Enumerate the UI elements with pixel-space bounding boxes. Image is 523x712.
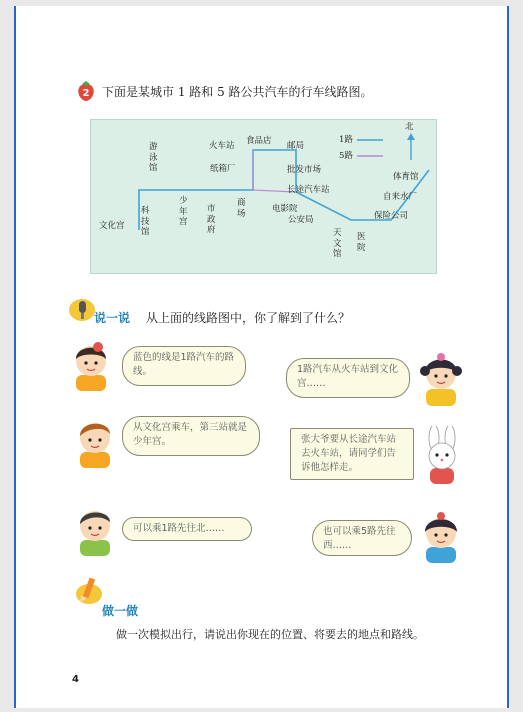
speech-bubble-4: 张大爷要从长途汽车站去火车站，请同学们告诉他怎样走。 (290, 428, 414, 480)
speech-bubble-1: 蓝色的线是1路汽车的路线。 (122, 346, 246, 386)
microphone-icon (68, 296, 96, 322)
say-section-prompt: 从上面的线路图中，你了解到了什么？ (146, 311, 351, 325)
stop-shipindian: 食品店 (246, 136, 272, 146)
stop-yiyuan: 医院 (357, 232, 366, 253)
speech-bubble-5: 可以乘1路先往北…… (122, 517, 252, 541)
do-section-tag: 做一做 (102, 604, 139, 618)
stop-youju: 邮局 (287, 141, 305, 151)
stop-changtuqichezhan: 长途汽车站 (287, 185, 330, 195)
strawberry-number-icon (76, 80, 96, 102)
legend-route-5-label: 5路 (339, 151, 353, 161)
stop-dianyingyuan: 电影院 (272, 204, 298, 214)
stop-huochezhan: 火车站 (209, 141, 235, 151)
girl-avatar-3 (418, 511, 464, 563)
speech-bubble-3: 从文化宫乘车，第三站就是少年宫。 (122, 416, 260, 456)
stop-youyongguan: 游泳馆 (149, 142, 158, 173)
textbook-page (14, 6, 509, 708)
stop-shaoniangong: 少年宫 (179, 196, 188, 227)
girl-avatar-1 (68, 339, 114, 391)
speech-bubble-2: 1路汽车从火车站到文化宫…… (286, 358, 410, 398)
stop-shizhengfu: 市政府 (207, 204, 216, 235)
rabbit-avatar (418, 426, 466, 484)
page-number: 4 (72, 674, 79, 685)
stop-tianwenguan: 天文馆 (333, 228, 342, 259)
legend-route-1-label: 1路 (339, 135, 353, 145)
boy-avatar-2 (72, 504, 118, 556)
do-section-text: 做一次模拟出行，请说出你现在的位置、将要去的地点和路线。 (116, 628, 424, 641)
speech-bubble-6: 也可以乘5路先往西…… (312, 520, 412, 556)
stop-baoxiangongsi: 保险公司 (374, 211, 409, 221)
stop-shangchang: 商场 (237, 198, 246, 219)
pencil-icon (74, 576, 104, 606)
boy-avatar-1 (72, 416, 118, 468)
girl-avatar-2 (418, 351, 464, 406)
stop-zhixiangchang: 纸箱厂 (210, 164, 236, 174)
stop-kejiguan: 科技馆 (141, 206, 150, 237)
stop-pifashichang: 批发市场 (287, 165, 322, 175)
bus-route-map (90, 119, 437, 274)
stop-zilaishuichang: 自来水厂 (383, 192, 418, 202)
section-title: 下面是某城市 1 路和 5 路公共汽车的行车线路图。 (102, 85, 373, 99)
stop-tiyuguan: 体育馆 (393, 172, 419, 182)
north-arrow-head (407, 133, 415, 140)
svg-text:2: 2 (82, 88, 90, 99)
say-section-tag: 说一说 (94, 311, 131, 325)
stop-gonganju: 公安局 (288, 215, 314, 225)
stop-wenhuagong: 文化宫 (99, 221, 125, 231)
north-label: 北 (405, 122, 414, 132)
